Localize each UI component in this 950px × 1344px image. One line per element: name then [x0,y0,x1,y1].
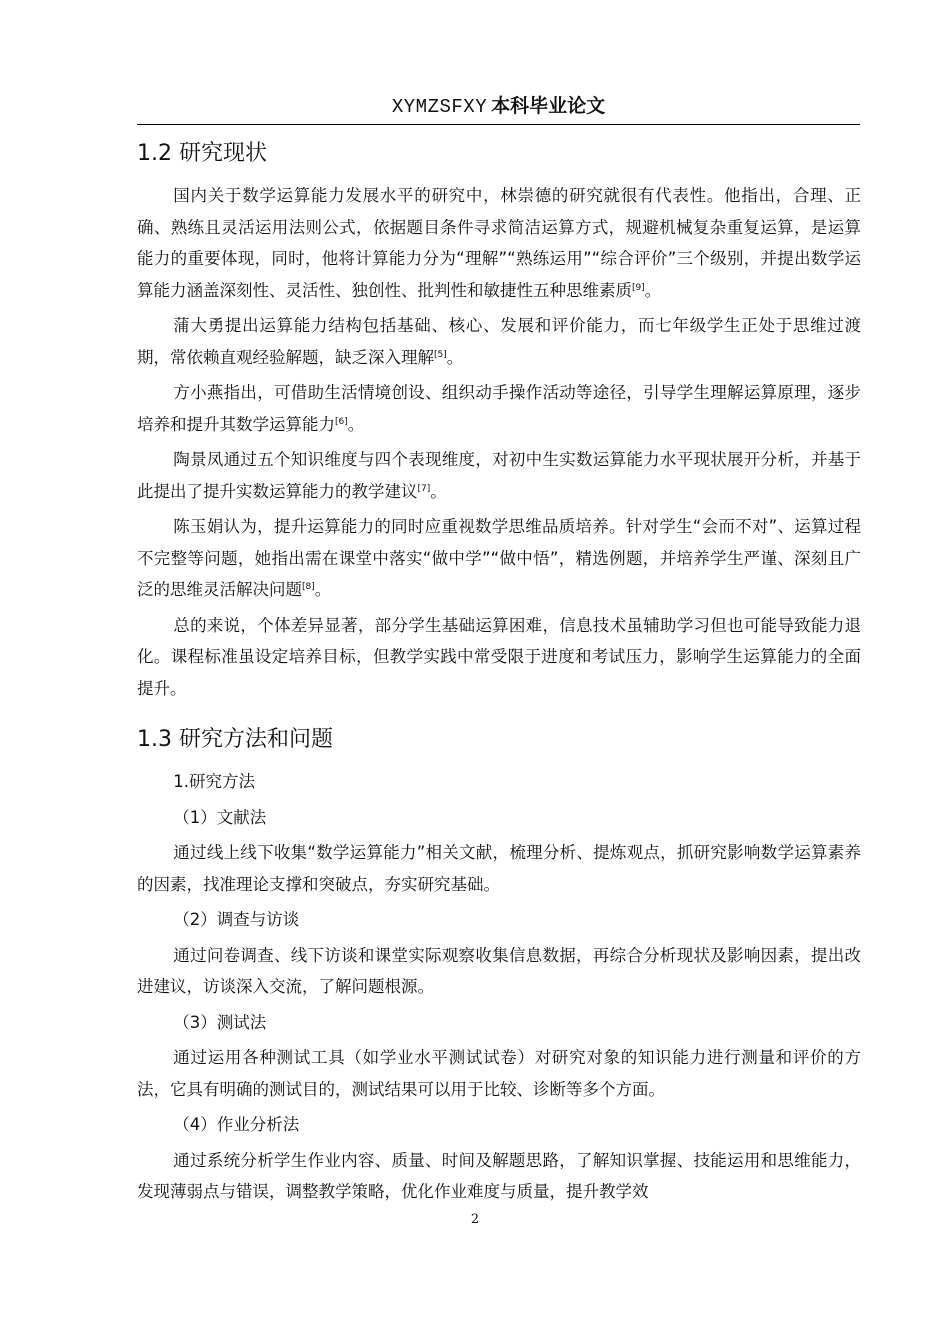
subheading: 1.研究方法 [173,772,256,791]
section-heading-1-2: 1.2 研究现状 [137,141,267,166]
paragraph: 通过线上线下收集“数学运算能力”相关文献，梳理分析、提炼观点，抓研究影响数学运算素养的因素，找准理论支撑和突破点，夯实研究基础。 [137,843,861,894]
citation: [9] [632,282,645,293]
paragraph: 陶景凤通过五个知识维度与四个表现维度，对初中生实数运算能力水平现状展开分析，并基于此提出了提升实数运算能力的教学建议[7]。 [137,450,861,501]
paragraph: 通过运用各种测试工具（如学业水平测试试卷）对研究对象的知识能力进行测量和评价的方法，它具有明确的测试目的，测试结果可以用于比较、诊断等多个方面。 [137,1048,861,1099]
paragraph: 通过系统分析学生作业内容、质量、时间及解题思路，了解知识掌握、技能运用和思维能力，发现薄弱点与错误，调整教学策略，优化作业难度与质量，提升教学效 [137,1150,861,1201]
page-number: 2 [470,1212,480,1227]
header-latin: XYMZSFXY [391,96,488,118]
subheading: （3）测试法 [173,1012,267,1032]
header-title: 本科毕业论文 [491,95,606,117]
citation: [8] [302,582,315,592]
paragraph: 蒲大勇提出运算能力结构包括基础、核心、发展和评价能力，而七年级学生正处于思维过渡期，常依赖直观经验解题，缺乏深入理解[5]。 [137,316,861,367]
running-header [137,90,860,125]
citation: [5] [434,349,447,360]
subheading: （1）文献法 [173,807,267,827]
subheading: （2）调查与访谈 [173,910,300,929]
paragraph: 方小燕指出，可借助生活情境创设、组织动手操作活动等途径，引导学生理解运算原理，逐步培养和提升其数学运算能力[6]。 [137,383,861,434]
paragraph: 通过问卷调查、线下访谈和课堂实际观察收集信息数据，再综合分析现状及影响因素，提出改进建议，访谈深入交流，了解问题根源。 [137,945,861,996]
document-body [137,134,861,1212]
paragraph: 总的来说，个体差异显著，部分学生基础运算困难，信息技术虽辅助学习但也可能导致能力退化。课程标准虽设定培养目标，但教学实践中常受限于进度和考试压力，影响学生运算能力的全面提升。 [137,615,861,698]
paragraph: 国内关于数学运算能力发展水平的研究中，林崇德的研究就很有代表性。他指出，合理、正确、熟练且灵活运用法则公式，依据题目条件寻求简洁运算方式，规避机械复杂重复运算，是运算能力的重要体现，同时，他将计算能力分为“理解”“熟练运用”“综合评价”三个级别，并提出数学运算能力涵盖深刻性、灵活性、独创性、批判性和敏捷性五种思维素质[9]。 [137,186,861,300]
citation: [7] [417,483,431,494]
section-heading-1-3: 1.3 研究方法和问题 [137,727,333,752]
citation: [6] [335,416,348,427]
paragraph: 陈玉娟认为，提升运算能力的同时应重视数学思维品质培养。针对学生“会而不对”、运算过程不完整等问题，她指出需在课堂中落实“做中学”“做中悟”，精选例题，并培养学生严谨、深刻且广泛的思维灵活解决问题[8]。 [137,517,861,599]
subheading: （4）作业分析法 [173,1115,300,1134]
